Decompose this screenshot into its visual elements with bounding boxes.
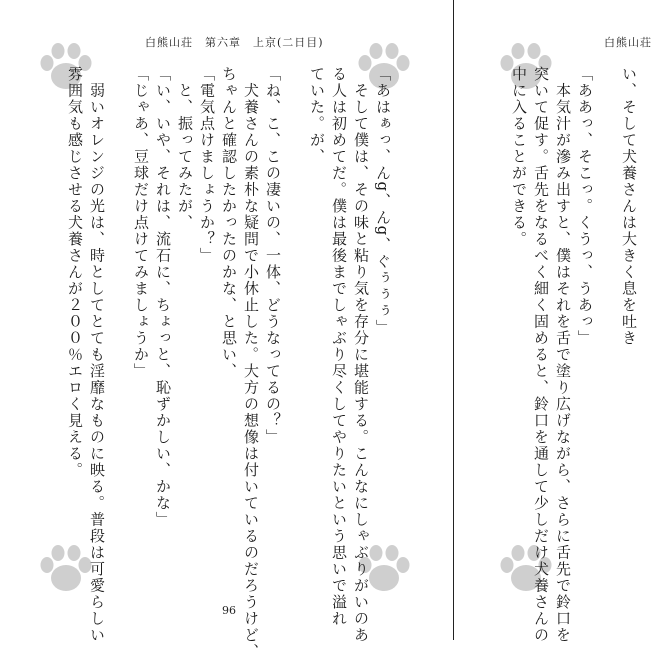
- text-line: 「い、いや、それは、流石に、ちょっと、恥ずかしい、かな」: [154, 66, 172, 528]
- running-head-right: 白熊山荘: [604, 36, 652, 49]
- text-line: 中に入ることができる。: [510, 66, 528, 248]
- text-line: 「ね、こ、この凄いの、一体、どうなってるの？」: [264, 66, 282, 446]
- text-line: 「あはぁっ、んg、んg、ぐぅぅぅ」: [374, 66, 392, 336]
- text-line: ちゃんと確認したかったのかな、と思い、: [220, 66, 238, 380]
- text-line: 突いて促す。舌先をなるべく細く固めると、鈴口を通して少しだけ犬養さんの: [532, 66, 550, 644]
- right-page: [456, 0, 652, 644]
- text-line: 本気汁が滲み出すと、僕はそれを舌で塗り広げながら、さらに舌先で鈴口を: [554, 66, 572, 644]
- text-line: い、そして犬養さんは大きく息を吐き: [620, 66, 638, 347]
- text-line: 「じゃあ、豆球だけ点けてみましょうか」: [132, 66, 150, 380]
- text-line: 「ああっ、そこっ。くうっ、うあっ」: [576, 66, 594, 347]
- text-line: 「電気点けましょうか？」: [198, 66, 216, 264]
- running-head-left: 白熊山荘 第六章 上京(二日目): [145, 36, 324, 49]
- page-number: 96: [222, 604, 236, 617]
- text-line: 雰囲気も感じさせる犬養さんが２００％エロく見える。: [66, 66, 84, 479]
- text-line: そして僕は、その味と粘り気を存分に堪能する。こんなにしゃぶりがいのあ: [352, 66, 370, 644]
- text-line: と、振ってみたが、: [176, 66, 194, 231]
- text-line: ていた。が、: [308, 66, 326, 165]
- text-line: 犬養さんの素朴な疑問で小休止した。大方の想像は付いているのだろうけど、: [242, 66, 260, 660]
- text-line: る人は初めてだ。僕は最後までしゃぶり尽くしてやりたいという思いで溢れ: [330, 66, 348, 627]
- text-line: 弱いオレンジの光は、時としてとても淫靡なものに映る。普段は可愛らしい: [88, 66, 106, 644]
